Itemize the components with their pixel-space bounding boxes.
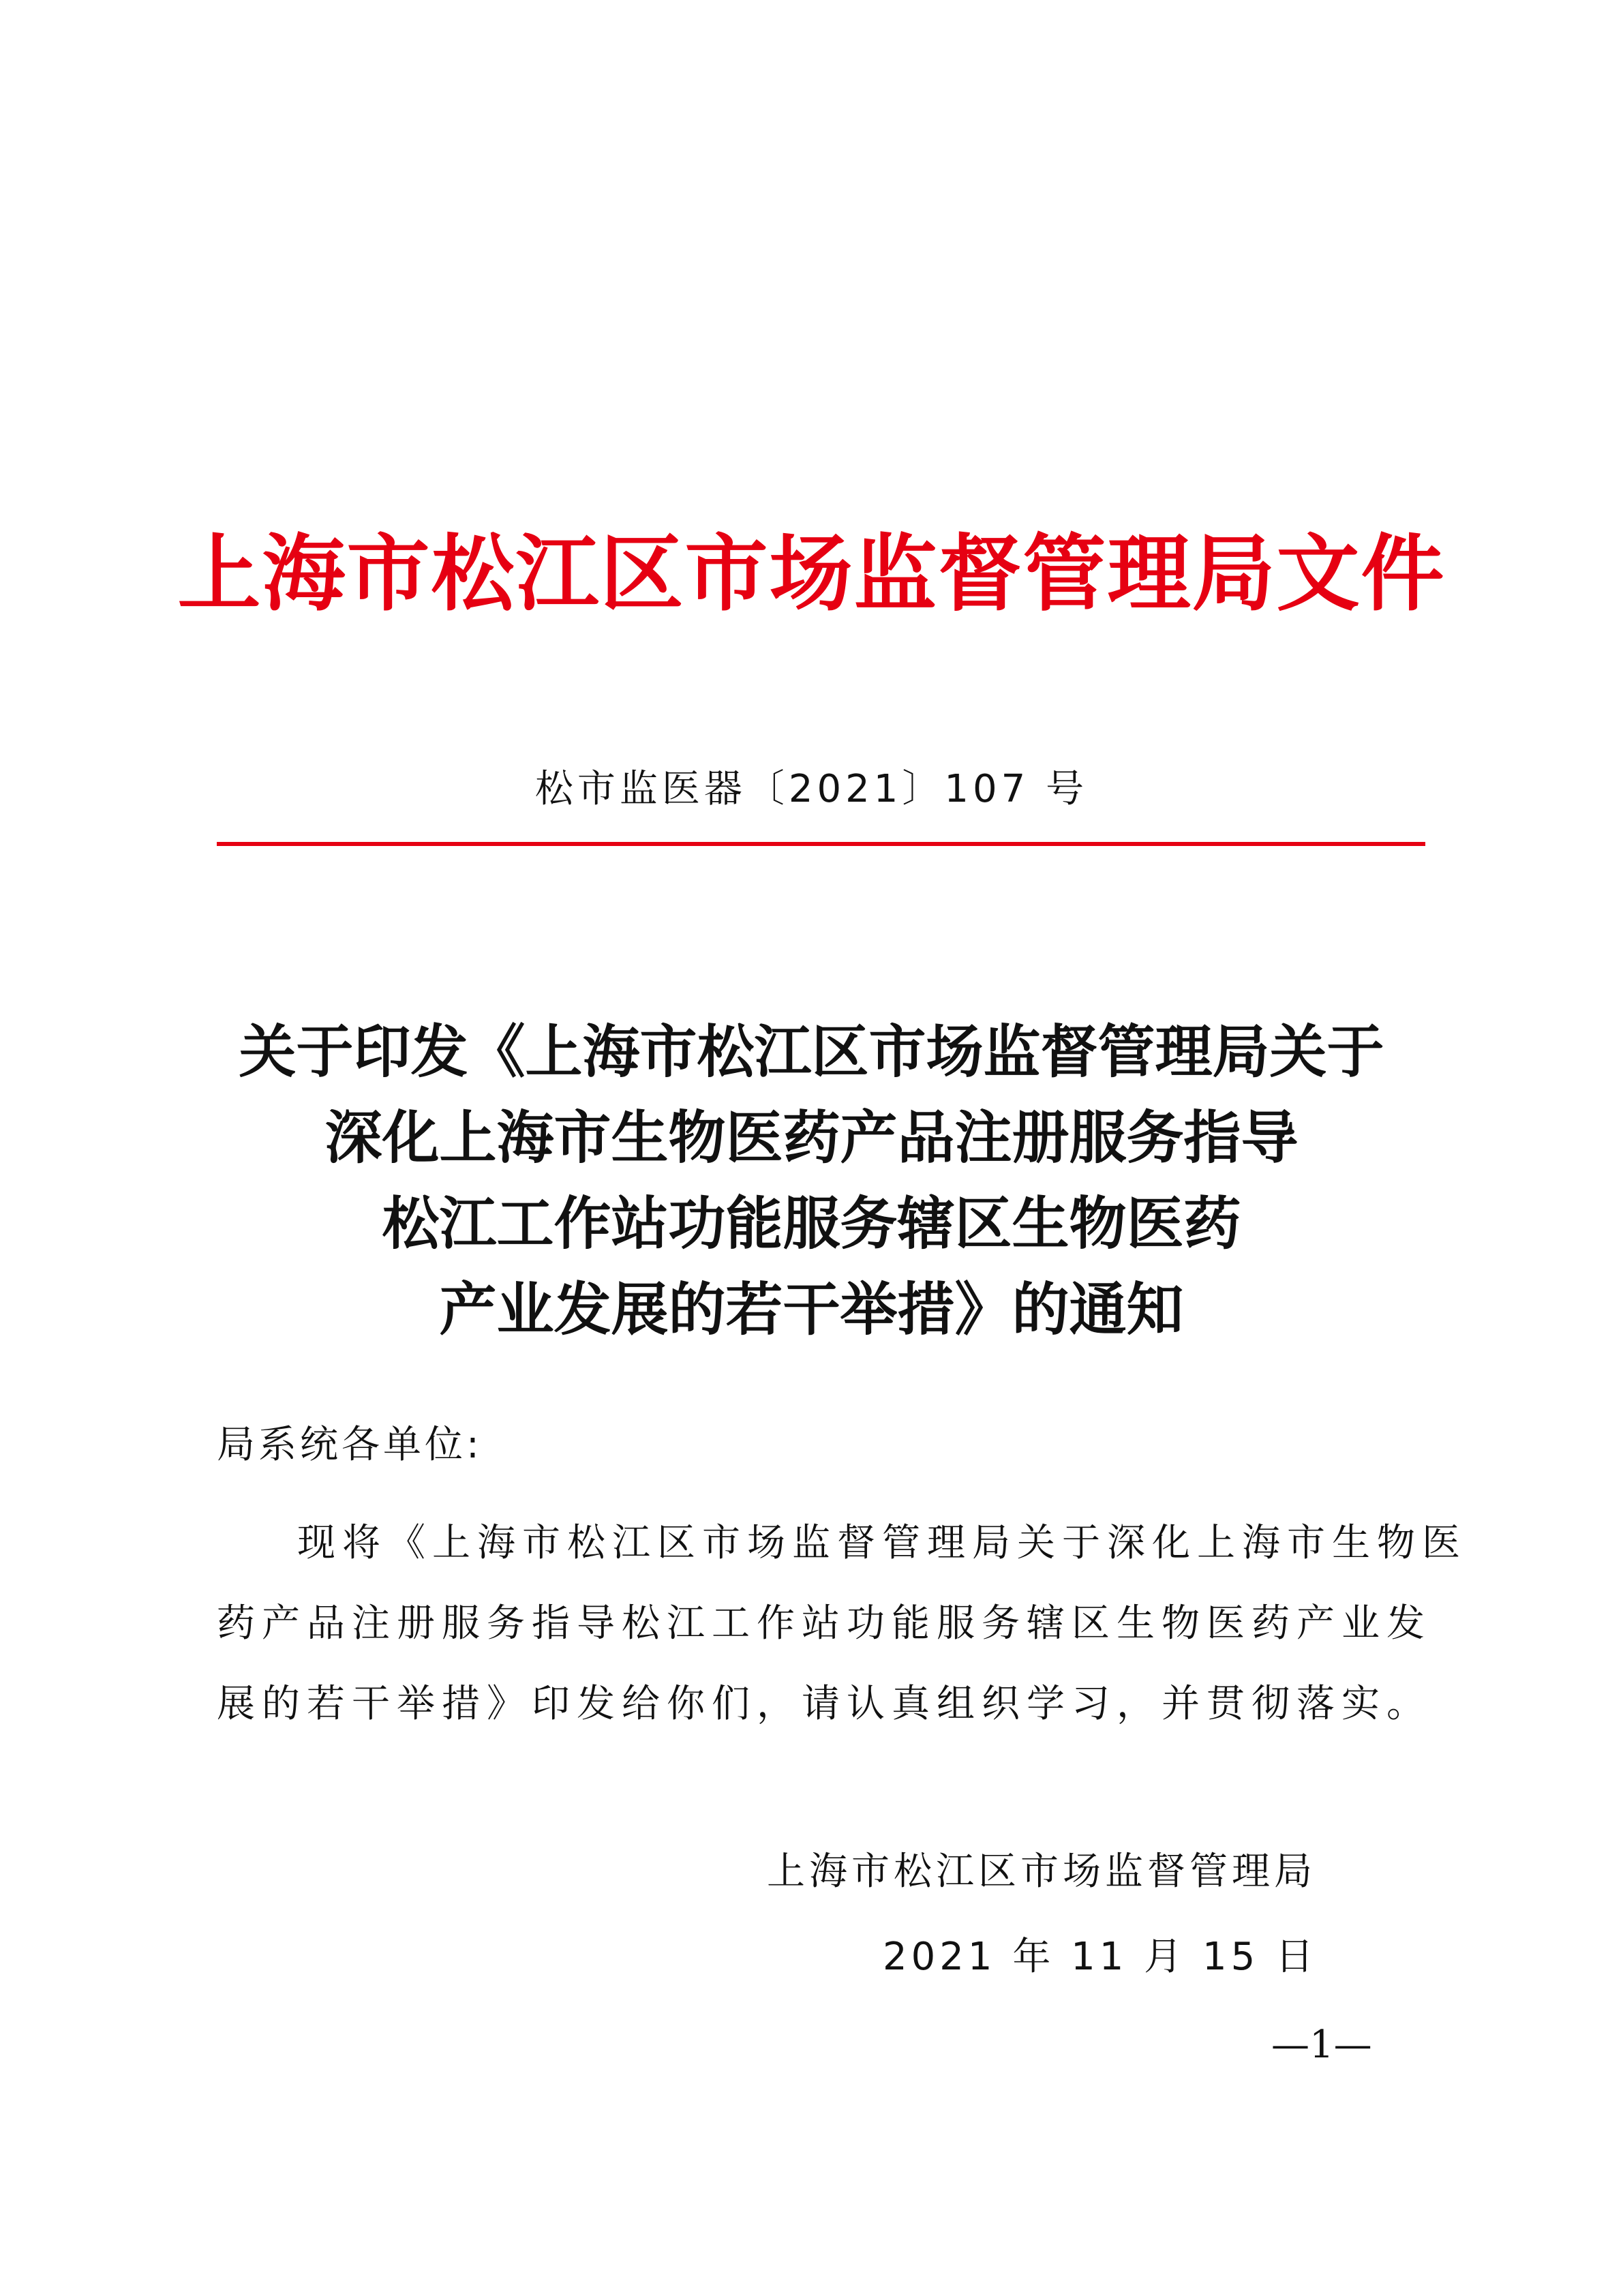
notice-title-line: 深化上海市生物医药产品注册服务指导 <box>324 1104 1299 1171</box>
salutation: 局系统各单位: <box>217 1423 483 1467</box>
red-divider-line <box>217 842 1425 846</box>
signature-organization: 上海市松江区市场监督管理局 <box>767 1849 1316 1894</box>
page-number: —1— <box>1271 2023 1372 2067</box>
notice-title-line: 关于印发《上海市松江区市场监督管理局关于 <box>239 1018 1384 1085</box>
body-line: 展的若干举措》印发给你们，请认真组织学习，并贯彻落实。 <box>217 1682 1431 1726</box>
signature-date: 2021 年 11 月 15 日 <box>883 1935 1318 1979</box>
notice-title <box>0 1009 1623 1353</box>
body-line: 现将《上海市松江区市场监督管理局关于深化上海市生物医 <box>297 1521 1467 1565</box>
notice-title-line: 松江工作站功能服务辖区生物医药 <box>382 1190 1241 1257</box>
document-number: 松市监医器〔2021〕107 号 <box>534 767 1089 811</box>
body-paragraph <box>217 1503 1467 1744</box>
notice-title-line: 产业发展的若干举措》的通知 <box>439 1275 1184 1343</box>
issuing-authority-header: 上海市松江区市场监督管理局文件 <box>177 524 1446 622</box>
body-line: 药产品注册服务指导松江工作站功能服务辖区生物医药产业发 <box>217 1601 1431 1646</box>
